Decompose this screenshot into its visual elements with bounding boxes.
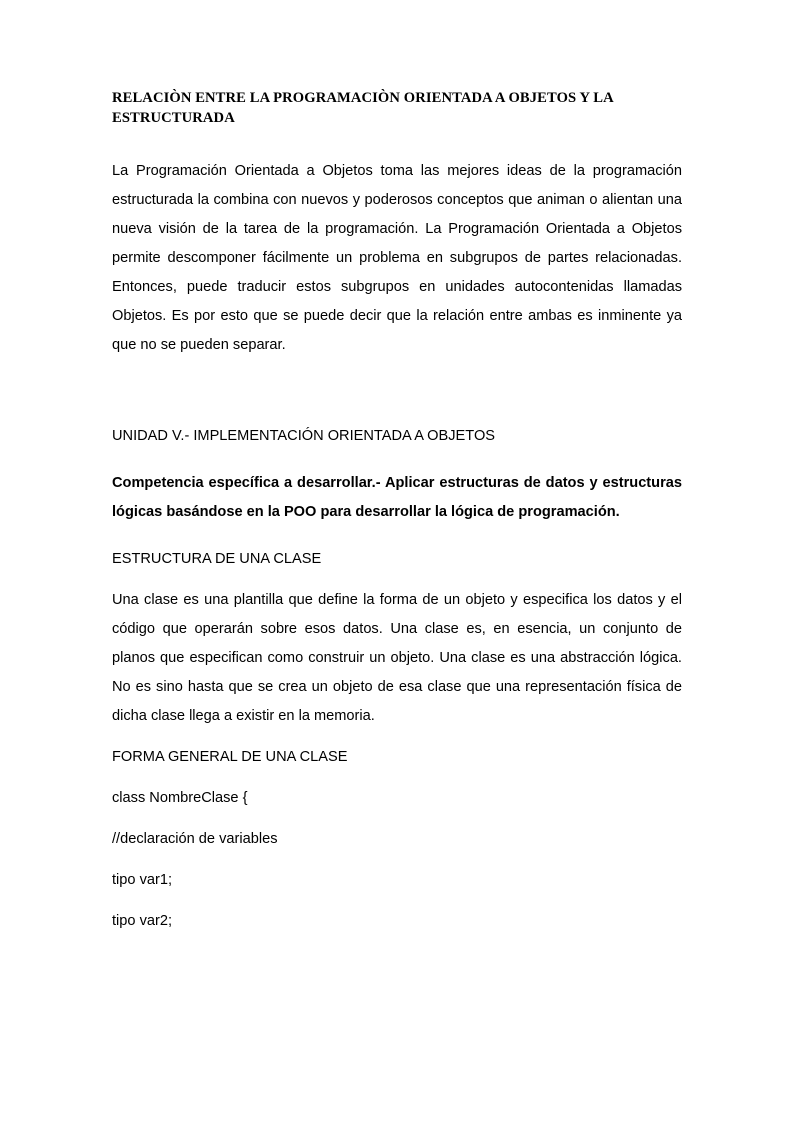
code-line-comment-variables: //declaración de variables	[112, 831, 278, 847]
class-structure-heading: ESTRUCTURA DE UNA CLASE	[112, 551, 322, 567]
spacer-code-3	[112, 895, 682, 907]
spacer-after-class-structure-heading	[112, 574, 682, 586]
page-title-line-1: RELACIÒN ENTRE LA PROGRAMACIÒN ORIENTADA A OBJETOS Y LA	[112, 90, 614, 106]
spacer-before-code	[112, 772, 682, 784]
spacer-after-competency	[112, 527, 682, 545]
code-line-class-declaration: class NombreClase {	[112, 790, 248, 806]
code-line-var2: tipo var2;	[112, 913, 173, 929]
spacer-code-2	[112, 854, 682, 866]
intro-paragraph: La Programación Orientada a Objetos toma las mejores ideas de la programación estructurada la combina con nuevos y poderosos conceptos que animan o alientan una nueva visión de la tarea de la programación. La Programación Orientada a Objetos permite descomponer fácilmente un problema en subgrupos de partes relacionadas. Entonces, puede traducir estos subgrupos en unidades autocontenidas llamadas Objetos. Es por esto que se puede decir que la relación entre ambas es inminente ya que no se pueden separar.	[112, 163, 682, 353]
page-title	[112, 88, 682, 128]
spacer-after-title	[112, 128, 682, 157]
class-structure-paragraph: Una clase es una plantilla que define la forma de un objeto y especifica los datos y el código que operarán sobre esos datos. Una clase es, en esencia, un conjunto de planos que especifican como construir un objeto. Una clase es una abstracción lógica. No es sino hasta que se crea un objeto de esa clase que una representación física de dicha clase llega a existir en la memoria.	[112, 592, 682, 724]
document-content	[112, 88, 682, 936]
page-title-line-2: ESTRUCTURADA	[112, 110, 235, 126]
spacer-after-unit-heading	[112, 451, 682, 469]
unit-heading: UNIDAD V.- IMPLEMENTACIÓN ORIENTADA A OBJETOS	[112, 428, 496, 444]
general-form-heading: FORMA GENERAL DE UNA CLASE	[112, 749, 348, 765]
spacer-code-1	[112, 813, 682, 825]
competency-paragraph: Competencia específica a desarrollar.- Aplicar estructuras de datos y estructuras lógicas basándose en la POO para desarrollar la lógica de programación.	[112, 475, 682, 520]
spacer-after-class-structure-paragraph	[112, 731, 682, 743]
code-line-var1: tipo var1;	[112, 872, 173, 888]
spacer-before-unit-heading	[112, 360, 682, 422]
